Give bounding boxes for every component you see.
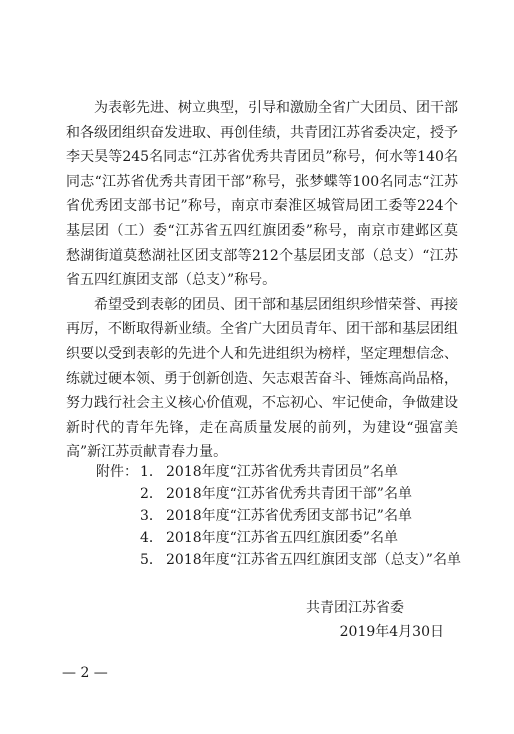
attachment-title: 2018年度“江苏省优秀共青团员”名单 <box>166 464 398 480</box>
signature-date: 2019年4月30日 <box>339 624 444 640</box>
attachment-number: 3． <box>140 508 163 524</box>
attachment-item <box>96 483 496 505</box>
page-number: — 2 — <box>62 665 108 681</box>
attachment-number: 4． <box>140 530 163 546</box>
attachments-label: 附件： <box>96 464 138 480</box>
attachment-title: 2018年度“江苏省五四红旗团支部（总支）”名单 <box>166 552 461 568</box>
attachment-number: 1． <box>140 464 163 480</box>
paragraph-hope: 希望受到表彰的团员、团干部和基层团组织珍惜荣誉、再接再厉，不断取得新业绩。全省广大团员青年、团干部和基层团组织要以受到表彰的先进个人和先进组织为榜样，坚定理想信念、练就过硬本领、勇于创新创造、矢志艰苦奋斗、锤炼高尚品格，努力践行社会主义核心价值观，不忘初心、牢记使命，争做建设新时代的青年先锋，走在高质量发展的前列，为建设“强富美高”新江苏贡献青春力量。 <box>66 296 458 461</box>
attachment-item <box>96 549 496 571</box>
attachment-title: 2018年度“江苏省优秀共青团干部”名单 <box>166 486 412 502</box>
attachment-item <box>96 461 496 483</box>
paragraph-commendation: 为表彰先进、树立典型，引导和激励全省广大团员、团干部和各级团组织奋发进取、再创佳绩，共青团江苏省委决定，授予李天昊等245名同志“江苏省优秀共青团员”称号，何水等140名同志“江苏省优秀共青团干部”称号，张梦蝶等100名同志“江苏省优秀团支部书记”称号，南京市秦淮区城管局团工委等224个基层团（工）委“江苏省五四红旗团委”称号，南京市建邺区莫愁湖街道莫愁湖社区团支部等212个基层团支部（总支）“江苏省五四红旗团支部（总支）”称号。 <box>66 100 458 289</box>
attachment-item <box>96 527 496 549</box>
attachment-number: 2． <box>140 486 163 502</box>
attachment-title: 2018年度“江苏省优秀团支部书记”名单 <box>166 508 412 524</box>
attachment-item <box>96 505 496 527</box>
attachments-list <box>96 461 496 571</box>
attachment-title: 2018年度“江苏省五四红旗团委”名单 <box>166 530 398 546</box>
attachment-number: 5． <box>140 552 163 568</box>
signature-block <box>306 596 444 644</box>
body-text <box>66 96 458 465</box>
signature-organization: 共青团江苏省委 <box>306 600 404 616</box>
